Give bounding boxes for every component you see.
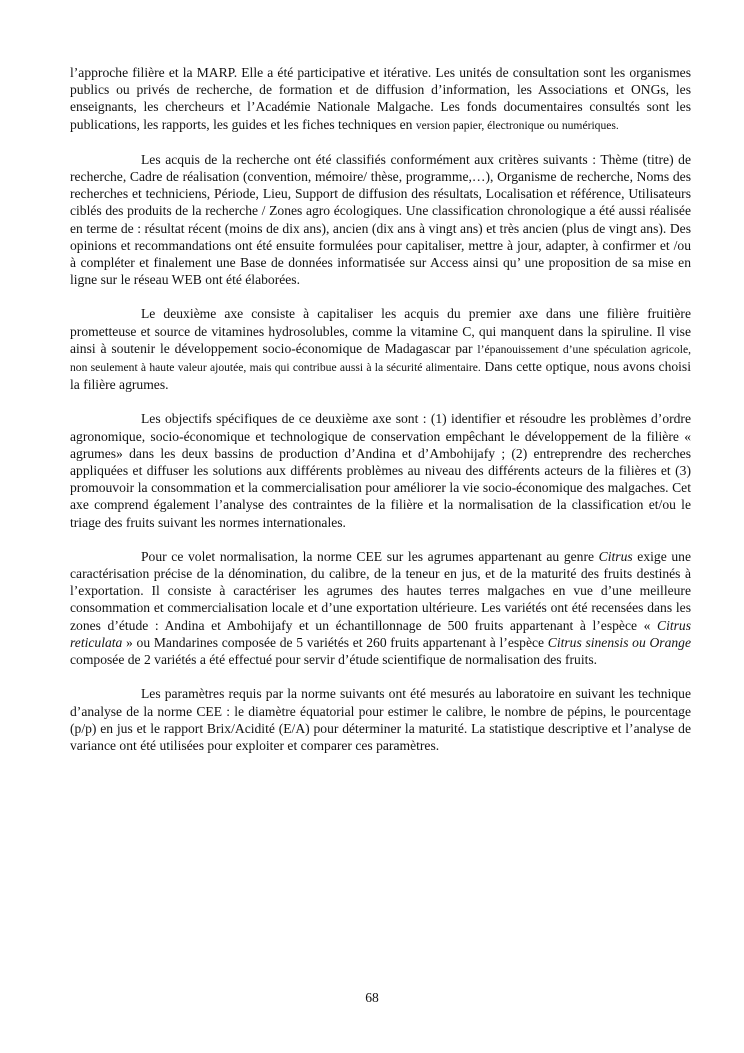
italic-text-run: Citrus xyxy=(598,548,633,564)
text-run: version papier, électronique ou numériques. xyxy=(415,118,619,132)
text-run: Le deuxième axe consiste à capitaliser les acquis du premier axe dans une filière fruitière prometteuse et source de vitamines hydrosolubles, comme la vitamine C, qui manquent dans la spiruline. Il vise ainsi à soutenir le développement socio-économique de Madagascar par xyxy=(70,306,691,356)
text-run: Pour ce volet normalisation, la norme CEE sur les agrumes appartenant au genre xyxy=(141,548,599,564)
paragraph xyxy=(70,305,691,393)
italic-text-run: Citrus reticulata xyxy=(70,617,691,650)
text-run: Les objectifs spécifiques de ce deuxième axe sont : (1) identifier et résoudre les problèmes d’ordre agronomique, socio-économique et technologique de conservation empêchant le développement de la filière « agrumes» dans les deux bassins de production d’Andina et d’Ambohijafy ; (2) entreprendre des recherches appliquées et diffuser les solutions aux différents problèmes au niveau des différents acteurs de la filières et (3) promouvoir la consommation et la commercialisation pour améliorer la vie socio-économique des malgaches. Cet axe comprend également l’analyse des contraintes de la filière et la normalisation de la classification et/ou le triage des fruits suivant les normes internationales. xyxy=(70,411,691,530)
text-run: Dans cette optique, nous avons choisi la filière agrumes. xyxy=(70,359,692,393)
paragraph xyxy=(70,410,691,530)
text-run: » ou Mandarines composée de 5 variétés et 260 fruits appartenant à l’espèce xyxy=(122,634,548,650)
paragraph xyxy=(70,685,691,754)
paragraph xyxy=(70,64,691,134)
paragraph xyxy=(70,548,691,668)
text-run: Les acquis de la recherche ont été classifiés conformément aux critères suivants : Thème (titre) de recherche, Cadre de réalisation (convention, mémoire/ thèse, programme,…), Organisme de recherche, Noms des recherches et techniciens, Période, Lieu, Support de diffusion des résultats, Localisation et référence, Utilisateurs ciblés des produits de la recherche / Zones agro écologiques. Une classification chronologique a été aussi réalisée en terme de : résultat récent (moins de dix ans), ancien (dix ans à vingt ans) et très ancien (plus de vingt ans). Des opinions et recommandations ont été ensuite formulées pour capitaliser, mettre à jour, adapter, à confirmer et /ou à compléter et finalement une Base de données informatisée sur Access ainsi qu’ une proposition de sa mise en ligne sur le réseau WEB ont été élaborées. xyxy=(70,151,691,288)
body-text xyxy=(70,64,691,771)
italic-text-run: Citrus sinensis ou Orange xyxy=(547,634,692,650)
text-run: Les paramètres requis par la norme suivants ont été mesurés au laboratoire en suivant les technique d’analyse de la norme CEE : le diamètre équatorial pour estimer le calibre, le nombre de pépins, le pourcentage (p/p) en jus et le rapport Brix/Acidité (E/A) pour déterminer la maturité. La statistique descriptive et l’analyse de variance ont été utilisées pour exploiter et comparer ces paramètres. xyxy=(70,686,691,753)
text-run: exige une caractérisation précise de la dénomination, du calibre, de la teneur en jus, et de la maturité des fruits destinés à l’exportation. Il consiste à caractériser les agrumes des hautes terres malgaches en vue d’une meilleure consommation et commercialisation locale et d’une exportation ultérieure. Les variétés ont été recensées dans les zones d’étude : Andina et Ambohijafy et un échantillonnage de 500 fruits appartenant à l’espèce « xyxy=(70,548,691,633)
text-run: composée de 2 variétés a été effectué pour servir d’étude scientifique de normalisation des fruits. xyxy=(70,652,598,668)
paragraph xyxy=(70,151,691,289)
text-run: l’épanouissement d’une spéculation agricole, non seulement à haute valeur ajoutée, mais qui contribue aussi à la sécurité alimentaire. xyxy=(70,342,692,375)
page-number: 68 xyxy=(365,990,379,1005)
text-run: l’approche filière et la MARP. Elle a été participative et itérative. Les unités de consultation sont les organismes publics ou privés de recherche, de formation et de diffusion d’information, les Associations et ONGs, les enseignants, les chercheurs et l’Académie Nationale Malgache. Les fonds documentaires consultés sont les publications, les rapports, les guides et les fiches techniques en xyxy=(70,65,691,132)
